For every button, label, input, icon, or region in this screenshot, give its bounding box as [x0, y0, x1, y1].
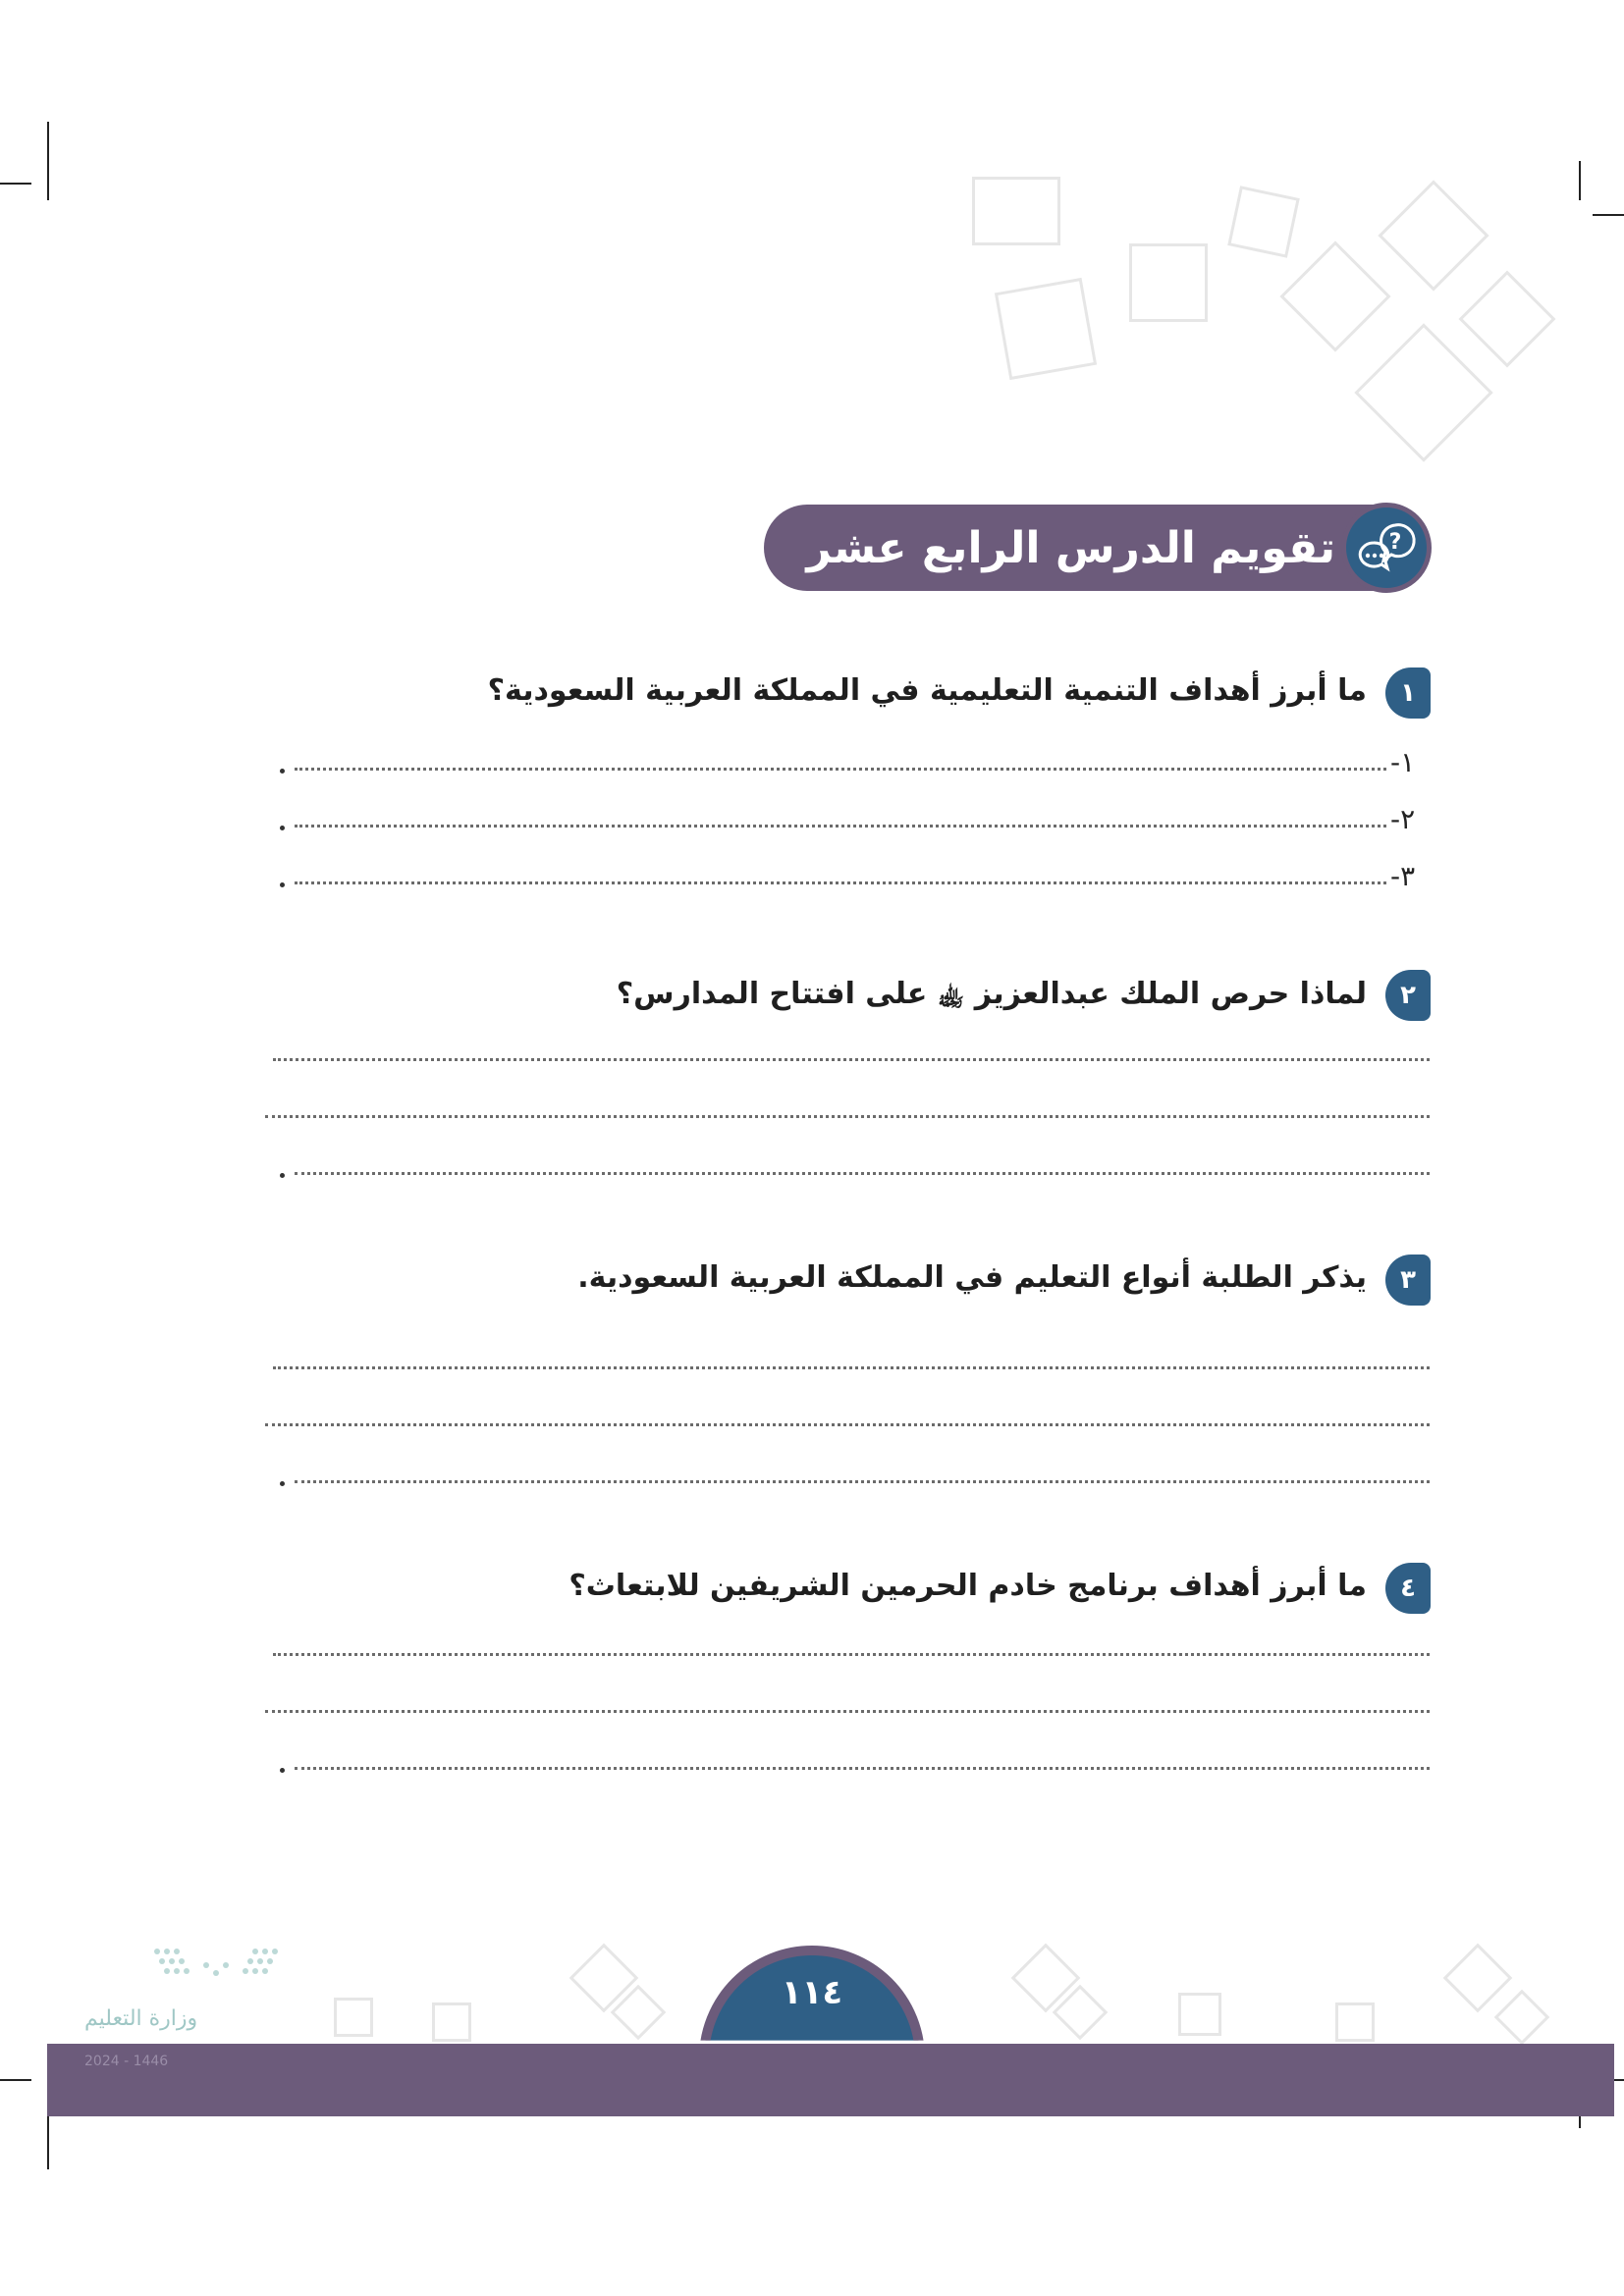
page-title: تقويم الدرس الرابع عشر	[806, 522, 1335, 573]
answer-line[interactable]	[295, 768, 1386, 771]
question-number-badge: ٤	[1385, 1563, 1431, 1614]
crop-mark	[0, 2079, 31, 2081]
answer-line[interactable]	[265, 1710, 1430, 1713]
answer-item-number: ٢-	[1390, 803, 1416, 835]
answer-line[interactable]	[273, 1366, 1430, 1369]
line-end-dot	[280, 1768, 285, 1773]
question-text: لماذا حرص الملك عبدالعزيز ﵀ على افتتاح المدارس؟	[616, 977, 1367, 1011]
answer-line[interactable]	[295, 881, 1386, 884]
ministry-year: 2024 - 1446	[84, 2054, 169, 2069]
crop-mark	[1579, 161, 1581, 200]
decorative-square	[1227, 186, 1300, 258]
answer-item-number: ٣-	[1390, 860, 1416, 892]
answer-line[interactable]	[265, 1423, 1430, 1426]
page-number: ١١٤	[781, 1973, 843, 2012]
line-end-dot	[280, 1173, 285, 1178]
question-number-badge: ٢	[1385, 970, 1431, 1021]
footer-bar	[47, 2044, 1614, 2116]
ministry-logo-icon	[147, 1944, 295, 1987]
decorative-square	[1378, 180, 1489, 291]
decorative-square	[432, 2002, 471, 2042]
decorative-square	[1459, 271, 1556, 368]
crop-mark	[47, 122, 49, 200]
question-number-badge: ١	[1385, 667, 1431, 719]
line-end-dot	[280, 882, 285, 887]
answer-line[interactable]	[295, 1172, 1430, 1175]
title-banner	[764, 505, 1392, 591]
answer-line[interactable]	[273, 1653, 1430, 1656]
line-end-dot	[280, 1481, 285, 1486]
question-text: ما أبرز أهداف برنامج خادم الحرمين الشريفين للابتعاث؟	[568, 1569, 1367, 1603]
question-speech-bubble-icon	[1341, 503, 1432, 593]
decorative-square	[1178, 1993, 1221, 2036]
answer-item-number: ١-	[1390, 746, 1416, 778]
crop-mark	[0, 183, 31, 185]
decorative-square	[1443, 1944, 1513, 2013]
question-text: ما أبرز أهداف التنمية التعليمية في المملكة العربية السعودية؟	[487, 673, 1367, 708]
decorative-square	[995, 278, 1097, 380]
answer-line[interactable]	[295, 825, 1386, 828]
answer-line[interactable]	[295, 1767, 1430, 1770]
svg-text:?: ?	[1388, 530, 1402, 555]
answer-line[interactable]	[265, 1115, 1430, 1118]
answer-line[interactable]	[295, 1480, 1430, 1483]
decorative-square	[1279, 240, 1390, 351]
decorative-square	[972, 177, 1060, 245]
decorative-square	[334, 1998, 373, 2037]
decorative-square	[1335, 2002, 1375, 2042]
decorative-square	[1494, 1990, 1550, 2046]
crop-mark	[1593, 214, 1624, 216]
line-end-dot	[280, 769, 285, 774]
decorative-square	[1129, 243, 1208, 322]
question-number-badge: ٣	[1385, 1255, 1431, 1306]
ministry-name: وزارة التعليم	[84, 2006, 198, 2031]
question-text: يذكر الطلبة أنواع التعليم في المملكة العربية السعودية.	[577, 1260, 1367, 1295]
line-end-dot	[280, 826, 285, 830]
decorative-square	[1354, 323, 1492, 461]
answer-line[interactable]	[273, 1058, 1430, 1061]
